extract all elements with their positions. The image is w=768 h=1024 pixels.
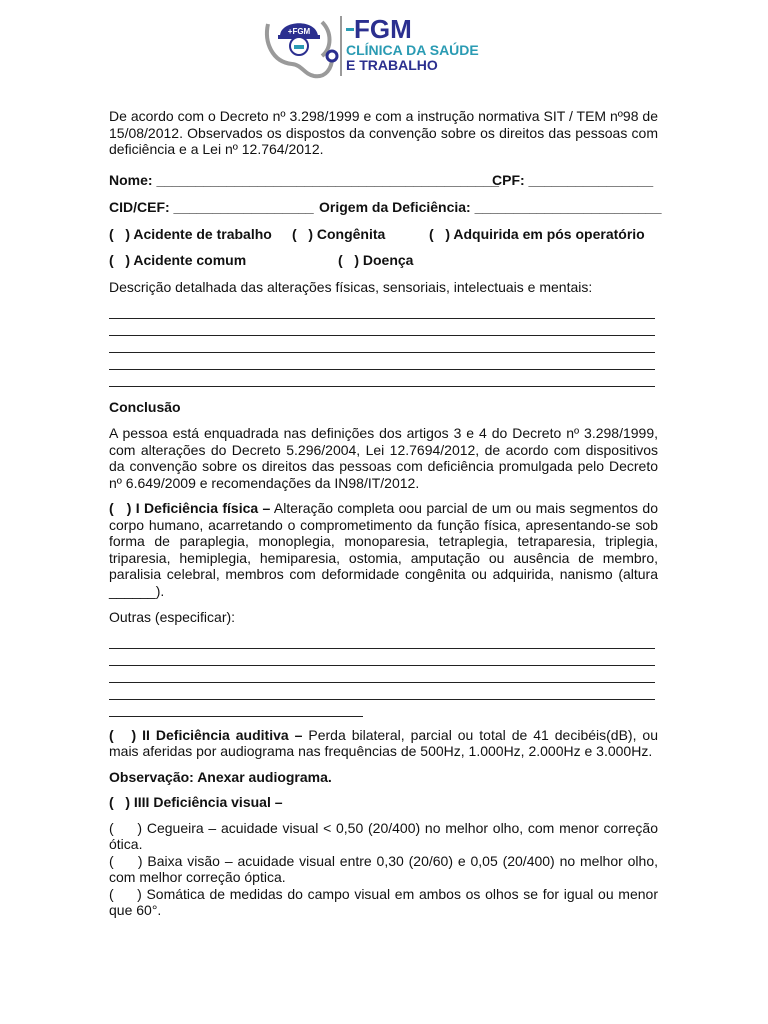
visual-item-baixa-visao[interactable]: ( ) Baixa visão – acuidade visual entre 0,30 (20/60) e 0,05 (20/400) no melhor olho, com melhor correção óptica.	[109, 852, 662, 885]
answer-line	[109, 319, 655, 336]
brand-line2: E TRABALHO	[346, 57, 438, 73]
checkbox-auditiva[interactable]: ( ) II Deficiência auditiva –	[109, 726, 303, 743]
outras-label: Outras (especificar):	[109, 609, 236, 625]
nome-field[interactable]: Nome: ____________________________________________	[109, 172, 500, 188]
answer-line	[109, 683, 655, 700]
brand-line1: CLÍNICA DA SAÚDE	[346, 42, 479, 58]
cid-field[interactable]: CID/CEF: __________________	[109, 199, 314, 215]
checkbox-fisica[interactable]: ( ) I Deficiência física –	[109, 500, 271, 516]
outras-lines[interactable]	[109, 632, 655, 717]
answer-line	[109, 302, 655, 319]
checkbox-acidente-trabalho[interactable]: ( ) Acidente de trabalho	[109, 226, 272, 242]
answer-line	[109, 370, 655, 387]
answer-line	[109, 666, 655, 683]
descricao-lines[interactable]	[109, 302, 655, 387]
descricao-label: Descrição detalhada das alterações físicas, sensoriais, intelectuais e mentais:	[109, 279, 593, 295]
checkbox-doenca[interactable]: ( ) Doença	[338, 252, 414, 268]
nome-cpf-row	[109, 172, 658, 189]
checkbox-visual[interactable]: ( ) IIII Deficiência visual –	[109, 794, 283, 810]
fisica-paragraph	[109, 500, 658, 599]
answer-line	[109, 632, 655, 649]
checkbox-congenita[interactable]: ( ) Congênita	[292, 226, 386, 242]
svg-text:+FGM: +FGM	[287, 27, 311, 36]
answer-line-short	[109, 700, 363, 717]
origin-row-1	[109, 226, 658, 243]
origin-row-2	[109, 252, 658, 269]
answer-line	[109, 336, 655, 353]
checkbox-acidente-comum[interactable]: ( ) Acidente comum	[109, 252, 247, 268]
auditiva-paragraph	[109, 727, 658, 760]
cid-origem-row	[109, 199, 662, 216]
visual-items	[109, 819, 662, 919]
visual-item-campo-visual[interactable]: ( ) Somática de medidas do campo visual em ambos os olhos se for igual ou menor que 60°.	[109, 885, 662, 918]
clinic-logo	[262, 12, 512, 86]
conclusao-heading: Conclusão	[109, 398, 181, 415]
cpf-field[interactable]: CPF: ________________	[492, 172, 654, 188]
answer-line	[109, 649, 655, 666]
intro-paragraph: De acordo com o Decreto nº 3.298/1999 e com a instrução normativa SIT / TEM nº98 de 15/08/2012. Observados os dispostos da convenção sobre os direitos das pessoas com deficiência e a Lei nº 12.764/2012.	[109, 108, 658, 157]
form-content	[109, 108, 662, 919]
conclusao-text: A pessoa está enquadrada nas definições dos artigos 3 e 4 do Decreto nº 3.298/1999, com alterações do Decreto 5.296/2004, Lei 12.7694/2012, de acordo com dispositivos da convenção sobre os direitos das pessoas com deficiência promulgada pelo Decreto nº 6.649/2009 e recomendações da IN98/IT/2012.	[109, 425, 658, 491]
answer-line	[109, 353, 655, 370]
checkbox-adquirida[interactable]: ( ) Adquirida em pós operatório	[429, 226, 645, 242]
auditiva-text: Perda bilateral, parcial ou total de 41 decibéis(dB), ou mais aferidas por audiograma nas frequências de 500Hz, 1.000Hz, 2.000Hz e 3.000Hz.	[109, 726, 658, 759]
origem-field[interactable]: Origem da Deficiência: ________________________	[319, 199, 662, 215]
fisica-text: Alteração completa oou parcial de um ou mais segmentos do corpo humano, acarretando o comprometimento da função física, apresentando-se sob forma de paraplegia, monoplegia, monoparesia, tetraplegia, tetraparesia, triplegia, triparesia, hemiplegia, hemiparesia, ostomia, amputação ou ausência de membro, paralisia celebral, membros com deformidade congênita ou adquirida, nanismo (altura ______).	[109, 500, 658, 599]
visual-item-cegueira[interactable]: ( ) Cegueira – acuidade visual < 0,50 (20/400) no melhor olho, com menor correção ótica.	[109, 819, 662, 852]
brand-name: FGM	[354, 14, 412, 44]
observacao: Observação: Anexar audiograma.	[109, 768, 332, 785]
